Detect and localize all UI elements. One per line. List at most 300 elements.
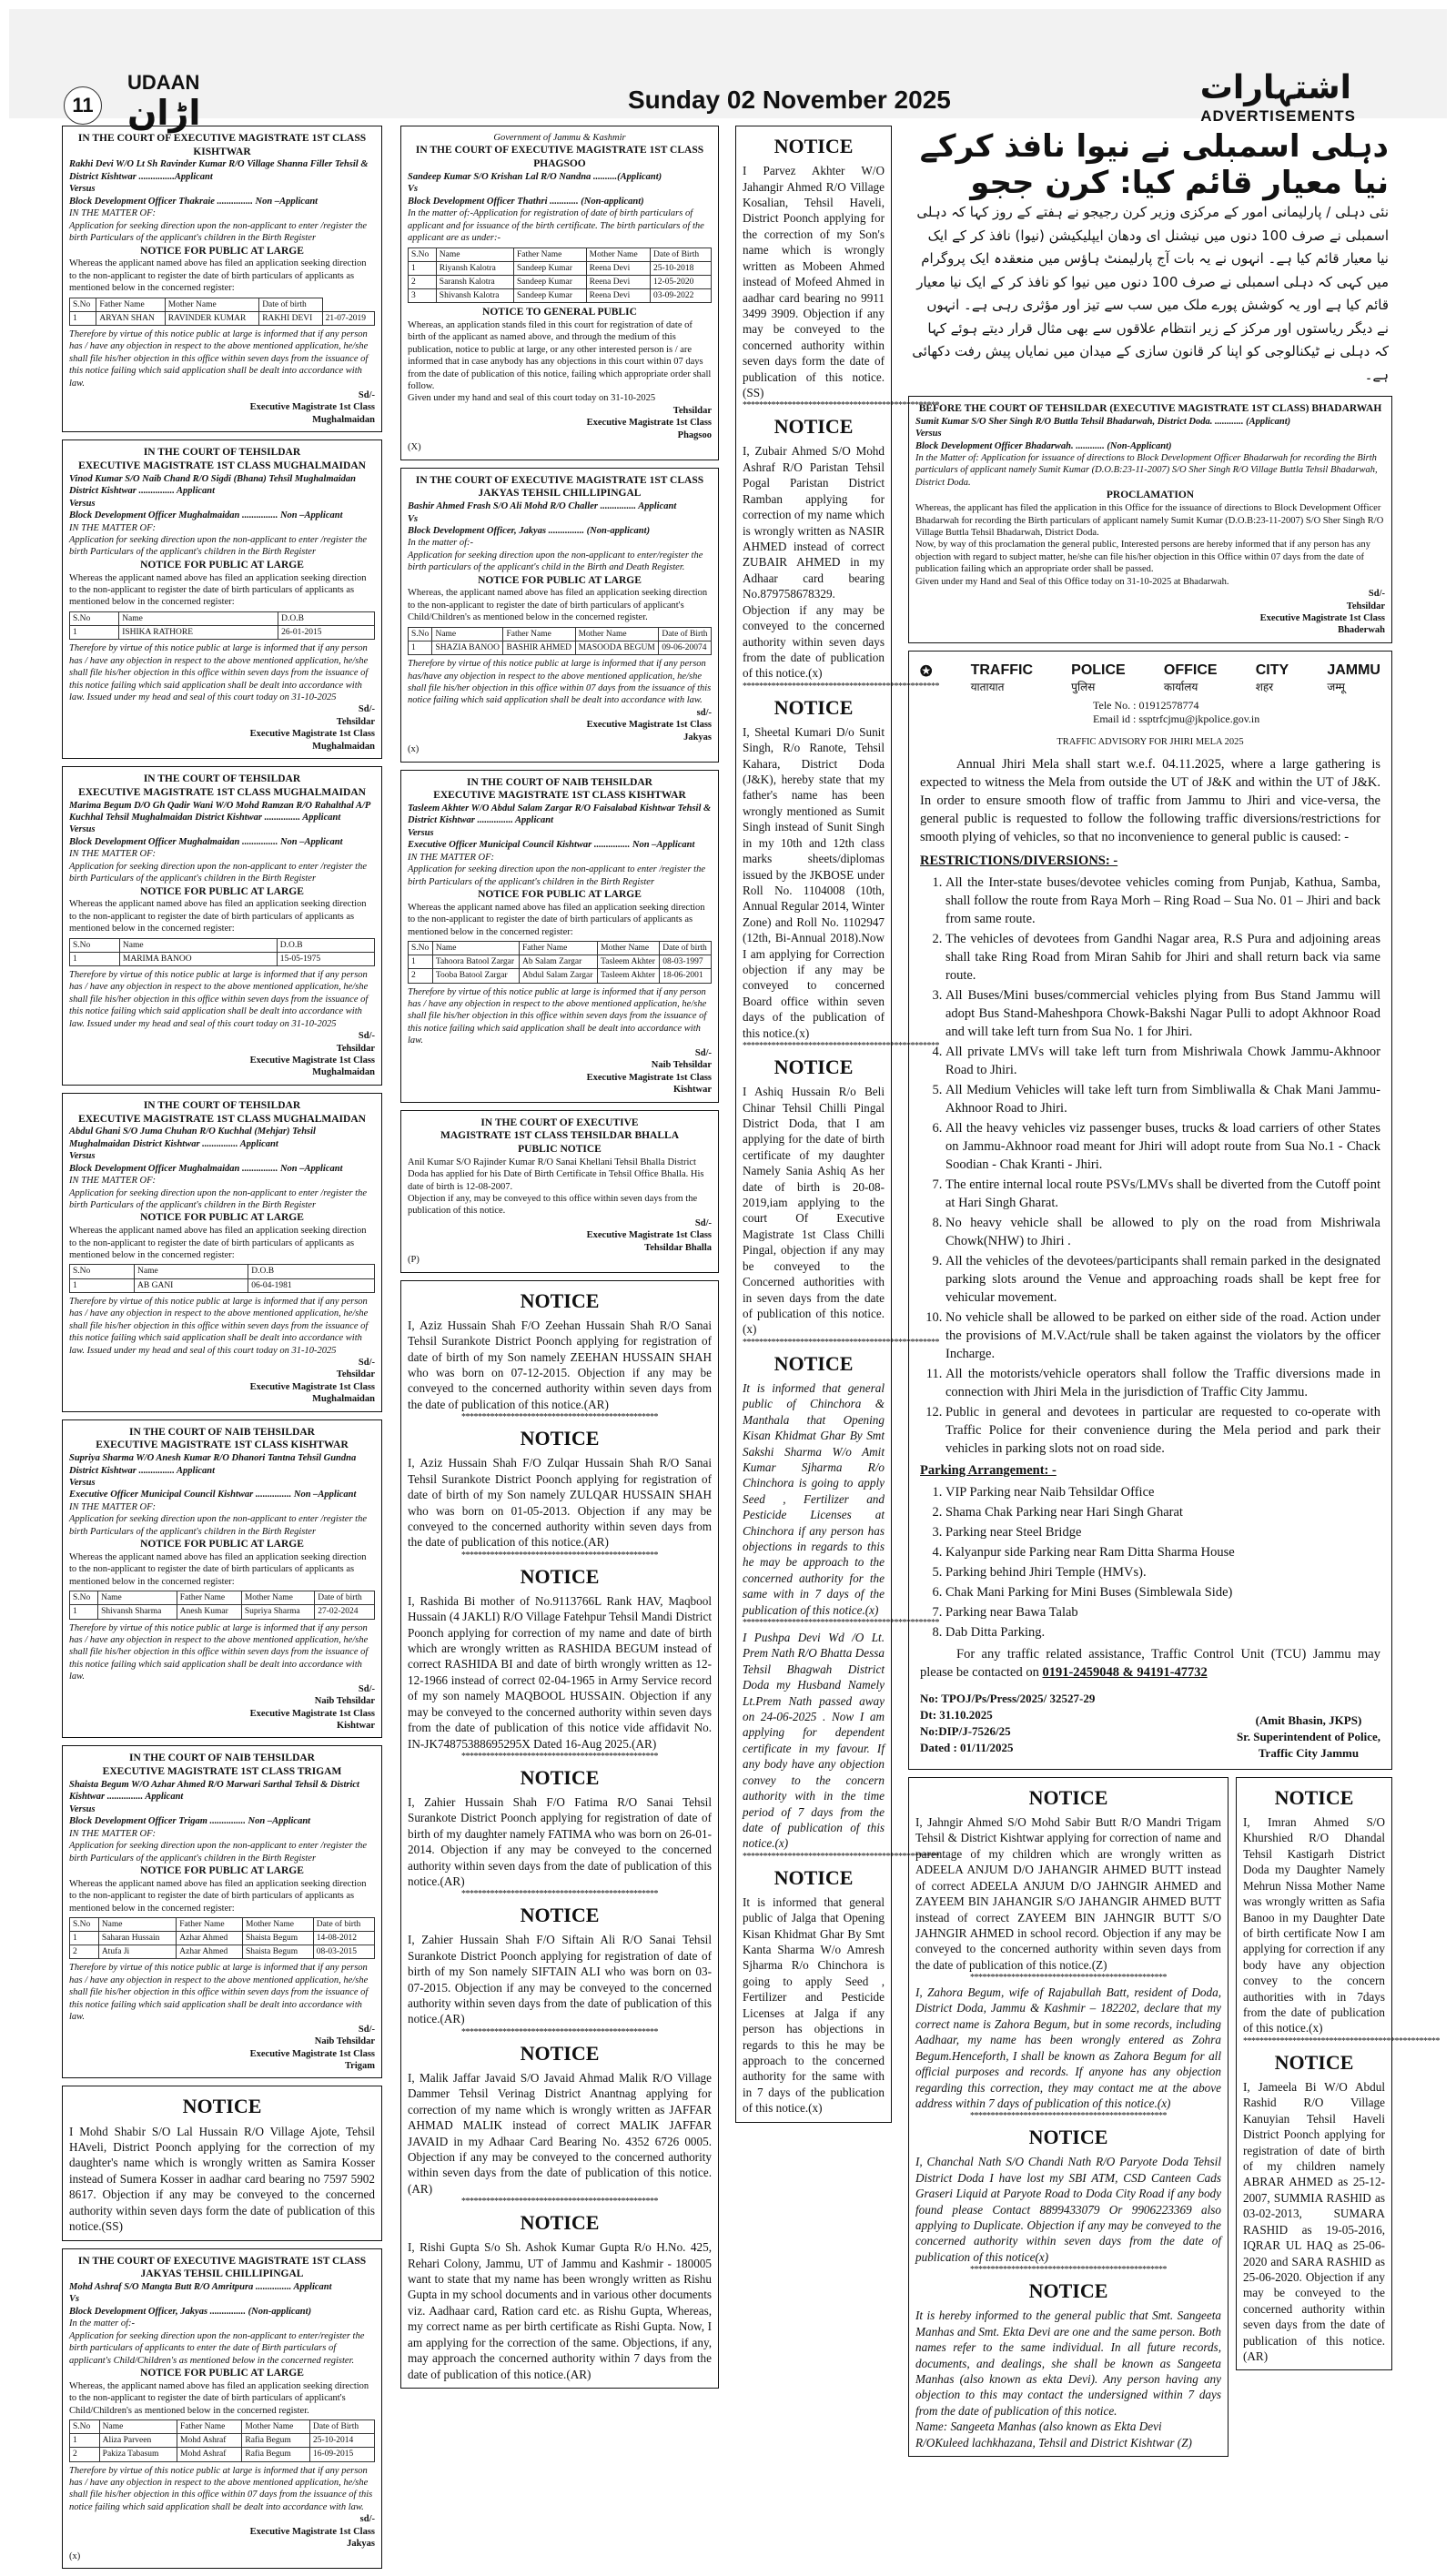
table-row (409, 261, 712, 275)
urdu-news-story (908, 126, 1392, 389)
table-cell: Reena Devi (586, 288, 650, 302)
notice-body: I, Zahora Begum, wife of Rajabullah Batt, resident of Doda, District Doda, Jammu & Kashmir – 182202, declare that my correct name is Zahora Begum, but in some records, including Aadhaar, my name has been wrongly entered as Zohra Begum.Henceforth, I shall be known as Zahora Begum for all official purposes and records. If anyone has any objection regarding this correction, they may contact me at the above address within 7 days of publication of this notice.(x) (915, 1985, 1221, 2110)
signature: Sd/- Tehsildar Executive Magistrate 1st Class Bhaderwah (1259, 589, 1385, 636)
notice-body: I, Jameela Bi W/O Abdul Rashid R/O Village Kanuyian Tehsil Haveli District Poonch applying for registration of date of birth of my children namely ABRAR AHMED as 25-12-2007, SUMMIA RASHID as 03-02-2013, SUMARA RASHID as 19-05-2016, IQRAR UL HAQ as 25-06-2020 and SARA RASHID as 25-06-2020. Objection if any may be conveyed to the concerned authority within seven days from the date of publication of this notice.(AR) (1243, 2079, 1385, 2364)
table-row (70, 952, 375, 965)
notice-title: NOTICE (1028, 2279, 1108, 2303)
table-cell: RAVINDER KUMAR (165, 311, 258, 325)
court-notice (62, 1419, 382, 1739)
issue-date: Sunday 02 November 2025 (628, 86, 951, 114)
table-header: Name (432, 627, 503, 641)
table-cell: ISHIKA RATHORE (119, 626, 278, 640)
table-header: Name (98, 1918, 176, 1932)
urdu-body: نئی دہلی / پارلیمانی امور کے مرکزی وزیر کرن رجیجو نے ہفتے کے روز کہا کہ دہلی اسمبلی نے صرف 100 دنوں میں نیشنل ای ودھان ایپلیکیشن (نیوا) نافذ کر کے ایک نیا معیار قائم کیا ہے۔ انہوں نے یہ بات آج پارلیمنٹ ہاؤس میں منعقدہ ایک پروگرام میں کہی کہ دہلی اسمبلی نے صرف 100 دنوں میں نیوا کو نافذ کر کے ایک نیا معیار قائم کیا ہے اور یہ کوشش پورے ملک میں سب سے تیز اور مؤثری رہی ہے۔ انہوں نے دیگر ریاستوں اور مرکز کے زیر انتظام علاقوں سے بھی مثال قرار دیتے ہوئے کہا کہ دہلی نے ٹیکنالوجی کو اپنا کر قانون سازی کے میدان میں نمایاں پیش رفت دکھائی ہے۔ (912, 204, 1389, 383)
table-cell: 26-01-2015 (278, 626, 375, 640)
notice-body: I, Jahngir Ahmed S/O Mohd Sabir Butt R/O Mandri Trigam Tehsil & District Kishtwar applying for correction of name and parentage of my children which are wrongly written as ADEELA ANJUM D/O JAHANGIR AHMED BUTT instead of correct ADEELA ANJUM D/O JAHNGIR AHMED and ZAYEEM BIN JAHANGIR S/O JAHANGIR AHMED BUTT instead of correct ZAYEEM BIN JAHNGIR BUTT S/O JAHNGIR AHMED in school record. Objection if any may be conveyed to the concerned authority within seven days from the date of publication of this notice.(Z) (915, 1815, 1221, 1972)
court-title: IN THE COURT OF EXECUTIVE MAGISTRATE 1ST CLASS JAKYAS TEHSIL CHILLIPINGAL (415, 474, 704, 500)
court-notice (400, 1110, 719, 1273)
table-cell: Shivansh Kalotra (436, 288, 513, 302)
notice-mark: (P) (408, 1255, 420, 1266)
column-2 (400, 126, 719, 2396)
notice-title: NOTICE (520, 2211, 600, 2235)
notice-subhead: NOTICE TO GENERAL PUBLIC (482, 307, 637, 318)
parties: Mohd Ashraf S/O Mangta Butt R/O Amritpura ............... Applicant Vs Block Development Officer, Jakyas ............... (Non-applicant) (69, 2281, 332, 2317)
table-header-row (409, 247, 712, 261)
separator: ************************************************ (970, 2111, 1167, 2122)
notice-title: NOTICE (520, 1904, 600, 1927)
table-header-row (70, 1265, 375, 1278)
parties: Shaista Begum W/O Azhar Ahmed R/O Marwari Sarthal Tehsil & District Kishtwar ............... Applicant Versus Block Development Officer Trigam ............... Non –Applicant (69, 1779, 359, 1827)
table-header: Father Name (96, 298, 165, 311)
table-cell: Saransh Kalotra (436, 275, 513, 288)
column-1 (62, 126, 382, 2576)
table-header: S.No (70, 1918, 99, 1932)
table-cell: Sandeep Kumar (514, 275, 587, 288)
notice-body: I, Sheetal Kumari D/o Sunit Singh, R/o Ranote, Tehsil Kahara, District Doda (J&K), hereby state that my father's name has been wrongly mentioned as Sumit Singh instead of Sunit Singh in my 10th and 12th class marks sheets/diplomas issued by the JKBOSE under Roll No. 1104008 (10th, Annual Regular 2014, Winter Zone) and Roll No. 1102947 (12th, Bi-Annual 2018).Now I am applying for Correction objection if any may be conveyed to concerned Board office within seven days of the publication of this notice.(x) (743, 724, 885, 1040)
table-cell: RAKHI DEVI (259, 311, 322, 325)
table-header: S.No (70, 1265, 135, 1278)
separator: ************************************************ (461, 1751, 658, 1762)
matter: In the Matter of: Application for issuance of directions to Block Development Officer Bhadarwah for recording the Birth particulars of applicant namely Sumit Kumar (D.O.B:23-11-2007) S/O Sher Singh R/O Village Buttla Tehsil Bhadarwah, District Doda. (915, 453, 1378, 488)
signature: Sd/- Tehsildar Executive Magistrate 1st Class Mughalmaidan (249, 1031, 375, 1078)
parties: Supriya Sharma W/O Anesh Kumar R/O Dhanori Tantna Tehsil Gundna District Kishtwar ............... Applicant Versus Executive Officer Municipal Council Kishtwar ............... Non –Applicant (69, 1453, 357, 1500)
notice-body: It is informed that general public of Jalga that Opening Kisan Khidmat Ghar By Smt Kanta Sharma W/o Amresh Sjharma R/o Chinchora is going to apply Seed , Fertilizer and Pesticide Licenses at Jalga if any person has objections in regards to this he may be approach to the concerned authority for the same with in 7 days of the publication of this notice.(x) (743, 1894, 885, 2116)
table-header: S.No (70, 298, 96, 311)
table-header-row (70, 938, 375, 952)
table-cell: 2 (409, 969, 433, 983)
separator: ************************************************ (461, 1550, 658, 1561)
notice-body: I, Zahier Hussain Shah F/O Siftain Ali R/O Sanai Tehsil Surankote District Poonch applying for registration of date of birth of my Son namely SIFTAIN ALI who was born on 03-07-2015. Objection if any may be conveyed to the concerned authority within seven days from the date of publication of this notice.(AR) (408, 1933, 712, 2026)
court-notice (62, 2248, 382, 2570)
table-cell: 2 (70, 1945, 99, 1959)
parties: Abdul Ghani S/O Juma Chuhan R/O Kuchhal (Mehjar) Tehsil Mughalmaidan District Kishtwar ............... Applicant Versus Block Development Officer Mughalmaidan ............... Non –Applicant (69, 1126, 343, 1174)
notice-text: Whereas, the applicant has filed the application in this Office for the issuance of directions to Block Development Officer Bhadarwah for recording the Birth particulars of applicant namely Sumit Kumar (D.O.B:23-11-2007) S/O Sher Singh R/O Village Buttla Tehsil Bhadarwah, District Doda. Now, by way of this proclamation the general public, Interested persons are hereby informed that if any person has any objection with regard to subject matter, he/she can file his/her objection in this Office within 07 days from the date of publication failing which an appropriate order shall be passed. Given under my Hand and Seal of this Office today on 31-10-2025 at Bhadarwah. (915, 503, 1384, 587)
contact-line: For any traffic related assistance, Traffic Control Unit (TCU) Jammu may please be contacted on 0191-2459048 & 94191-47732 (920, 1647, 1380, 1681)
advisory-footer: No: TPOJ/Ps/Press/2025/ 32527-29 Dt: 31.10.2025 No:DIP/J-7526/25 Dated : 01/11/2025 (Amit Bhasin, JKPS) Sr. Superintendent of Police, Traffic City Jammu (920, 1692, 1380, 1760)
table-header: Name (119, 611, 278, 625)
notice-body: I, Aziz Hussain Shah F/O Zeehan Hussain Shah R/O Sanai Tehsil Surankote District Poonch applying for registration of date of birth of my Son namely ZEEHAN HUSSAIN SHAH who was born on 07-12-2015. Objection if any may be conveyed to the concerned authority within seven days from the date of publication of this notice.(AR) (408, 1318, 712, 1411)
table-cell: Riyansh Kalotra (436, 261, 513, 275)
birth-particulars-table (69, 938, 375, 966)
table-cell: Reena Devi (586, 275, 650, 288)
table-cell: 25-10-2014 (309, 2434, 374, 2448)
notice-body: I, Imran Ahmed S/O Khurshied R/O Dhandal Tehsil Kastigarh District Doda my Daughter Namely Mehrun Nissa Mother Name was wrongly written as Safia Banoo in my Daughter Date of birth certificate Now I am applying for correction if any body have any objection convey to the concern authorities with in 7days from the date of publication of this notice.(x) (1243, 1815, 1385, 2036)
table-header: S.No (70, 611, 119, 625)
email-id: Email id : ssptrfcjmu@jkpolice.gov.in (1093, 712, 1260, 726)
table-cell: 09-06-20074 (659, 641, 712, 654)
notice-subhead: NOTICE FOR PUBLIC AT LARGE (140, 559, 304, 571)
court-notice (400, 770, 719, 1103)
separator: ************************************************ (461, 2197, 658, 2207)
table-header: Name (135, 1265, 248, 1278)
table-cell: 1 (70, 1605, 98, 1619)
notice-mark: (x) (69, 2551, 81, 2561)
table-cell: Shaista Begum (242, 1932, 313, 1945)
court-title: IN THE COURT OF EXECUTIVE MAGISTRATE 1ST CLASS PHAGSOO (415, 145, 704, 170)
table-header: Mother Name (242, 2420, 310, 2434)
separator: ************************************************ (743, 1618, 939, 1629)
restriction-item: 5. All Medium Vehicles will take left turn from Simbliwalla & Chak Mani Jammu-Akhnoor Road to Jhiri. (945, 1081, 1380, 1117)
separator: ************************************************ (1243, 2036, 1440, 2046)
table-cell: Mohd Ashraf (177, 2434, 242, 2448)
notice-body: I Parvez Akhter W/O Jahangir Ahmed R/O Village Kosalian, Tehsil Haveli, District Poonch applying for the correction of my Son's name which is wrongly written as Mobeen Ahmed instead of Mofeed Ahmed in aadhar card bearing no 9911 3499 3909. Objection if any may be conveyed to the concerned authority within seven days form the date of publication of this notice.(SS) (743, 164, 885, 400)
signature: sd/- Executive Magistrate 1st Class Jakyas (586, 707, 712, 742)
table-cell: 1 (70, 1278, 135, 1292)
notice-body: I, Malik Jaffar Javaid S/O Javaid Ahmad Malik R/O Village Dammer Tehsil Verinag District Anantnag applying for correction of my name which is wrongly written as JAFFAR AHMAD MALIK instead of correct MALIK JAFFAR JAVAID in my Adhaar Card Bearing No. 4352 6726 0005. Objection if any may be conveyed to the concerned authority within seven days from the date of publication of this notice.(AR) (408, 2070, 712, 2196)
notice-mark: (x) (408, 744, 420, 755)
notice-subhead: NOTICE FOR PUBLIC AT LARGE (140, 1212, 304, 1224)
table-cell: MASOODA BEGUM (575, 641, 659, 654)
table-cell: MARIMA BANOO (119, 952, 277, 965)
table-cell: Shaista Begum (242, 1945, 313, 1959)
court-title: IN THE COURT OF NAIB TEHSILDAR EXECUTIVE MAGISTRATE 1ST CLASS KISHTWAR (96, 1426, 349, 1451)
court-notice (62, 439, 382, 759)
signature: Sd/- Naib Tehsildar Executive Magistrate 1st Class Kishtwar (249, 1683, 375, 1732)
notice-title: NOTICE (774, 1865, 854, 1889)
notice-text: Whereas, the applicant named above has filed an application seeking direction to the non-applicant to register the date of birth particulars of applicant's Child/Children's as mentioned below in the concerned register. (69, 2380, 369, 2416)
table-cell: 18-06-2001 (660, 969, 712, 983)
restriction-item: 12. Public in general and devotees in particular are requested to co-operate with Traffic Police for their convenience during the Mela period and park their vehicles in parking slots not on road side. (945, 1403, 1380, 1458)
court-notice (62, 766, 382, 1086)
table-header: Date of birth (259, 298, 322, 311)
table-cell: 1 (70, 626, 119, 640)
table-cell: 16-09-2015 (309, 2448, 374, 2461)
table-cell: AB GANI (135, 1278, 248, 1292)
page-header (9, 9, 1447, 133)
parties: Bashir Ahmed Frash S/O Ali Mohd R/O Challer ............... Applicant Vs Block Development Officer, Jakyas ............... (Non-applicant) (408, 501, 677, 536)
parking-item: 8. Dab Ditta Parking. (945, 1623, 1380, 1642)
notice-title: NOTICE (774, 1351, 854, 1375)
notice-text: Whereas the applicant named above has filed an application seeking direction to the non-applicant to register the date of birth particulars of applicants as mentioned below in the concerned register: (69, 1878, 367, 1914)
table-cell: Aliza Parveen (99, 2434, 177, 2448)
notice-footer: Therefore by virtue of this notice public at large is informed that if any person has/have any objection in respect to the above mentioned application, he/she shall file his/her objection in this office within 07 days from the issuance of this notice failing which said application shall be dealt into accordance with law. (408, 659, 712, 706)
table-header: Date of birth (660, 942, 712, 955)
table-header: Date of Birth (659, 627, 712, 641)
notice-footer: Therefore by virtue of this notice public at large is informed that if any person has / have any objection in respect to the above mentioned application, he/she shall file his/her objection in this office within seven days from the issuance of this notice failing which said application shall be dealt into accordance with law. Issued under my head and seal of this court today on 31-10-2025 (69, 969, 369, 1029)
section-title-urdu: اشتہارات (1199, 69, 1351, 106)
court-notice (62, 1093, 382, 1412)
table-cell: Tasleem Akhter (598, 955, 660, 969)
table-header: Mother Name (598, 942, 660, 955)
table-cell: Rafia Begum (242, 2434, 310, 2448)
table-header: Date of birth (315, 1591, 375, 1605)
notice-footer: Therefore by virtue of this notice public at large is informed that if any person has / have any objection in respect to the above mentioned application, he/she shall file his/her objection in this office within seven days from the issuance of this notice failing which said application shall be dealt into accordance with law. (69, 1963, 369, 2023)
notice-stack (735, 126, 939, 2123)
notice-body: I, Chanchal Nath S/O Chandi Nath R/O Paryote Doda Tehsil District Doda I have lost my SBI ATM, CSD Canteen Cads Graseri Liquid at Paryote Road to Doda City Road if any body found please Contact 8899433079 Or 9906223369 also applying to Duplicate. Objection if any may be conveyed to the concerned authority within seven days from the date of publication of this notice(x) (915, 2155, 1221, 2264)
table-header: Name (436, 247, 513, 261)
restriction-item: 4. All private LMVs will take left turn from Mishriwala Chowk Jammu-Akhnoor Road to Jhiri. (945, 1043, 1380, 1079)
table-cell: 1 (409, 641, 432, 654)
separator: ************************************************ (743, 681, 939, 692)
traffic-advisory (908, 651, 1392, 1770)
column-4a (908, 1777, 1228, 2464)
table-cell: 03-09-2022 (651, 288, 712, 302)
table-header: Mother Name (165, 298, 258, 311)
table-header: S.No (409, 627, 432, 641)
table-header: Date of Birth (651, 247, 712, 261)
table-cell: Azhar Ahmed (177, 1932, 243, 1945)
court-title: IN THE COURT OF EXECUTIVE MAGISTRATE 1ST CLASS JAKYAS TEHSIL CHILLIPINGAL (77, 2255, 367, 2280)
notice-subhead: NOTICE FOR PUBLIC AT LARGE (140, 1864, 304, 1876)
separator: ************************************************ (743, 1337, 939, 1348)
table-row (70, 1932, 375, 1945)
parties: Tasleem Akhter W/O Abdul Salam Zargar R/O Faisalabad Kishtwar Tehsil & District Kishtwar ............... Applicant Versus Executive Officer Municipal Council Kishtwar ............... Non –Applicant (408, 803, 712, 851)
table-row (409, 288, 712, 302)
restrictions-list (920, 874, 1380, 1458)
signature: Sd/- Tehsildar Executive Magistrate 1st Class Mughalmaidan (249, 1357, 375, 1405)
table-cell: Mohd Ashraf (177, 2448, 242, 2461)
table-cell: ARYAN SHAN (96, 311, 165, 325)
notice-text: Whereas the applicant named above has filed an application seeking direction to the non-applicant to register the date of birth particulars of applicants as mentioned below in the concerned register: (69, 899, 367, 934)
court-title: IN THE COURT OF TEHSILDAR EXECUTIVE MAGISTRATE 1ST CLASS MUGHALMAIDAN (78, 1099, 366, 1125)
notice-text: Whereas the applicant named above has filed an application seeking direction to the non-applicant to register the date of birth particulars of applicants as mentioned below in the concerned register: (69, 1551, 367, 1587)
table-cell: 06-04-1981 (248, 1278, 375, 1292)
table-cell: Rafia Begum (242, 2448, 310, 2461)
table-row (70, 2448, 375, 2461)
notice-footer: Therefore by virtue of this notice public at large is informed that if any person has / have any objection in respect to the above mentioned application, he/she shall file his/her objection in this office within seven days from the issuance of this notice failing which said application shall be dealt into accordance with law. Issued under my head and seal of this court today on 31-10-2025 (69, 643, 369, 702)
notice-text: Whereas the applicant named above has filed an application seeking direction to the non-applicant to register the date of birth particulars of applicants as mentioned below in the concerned register: (408, 902, 705, 937)
table-header: S.No (70, 2420, 100, 2434)
table-cell: Abdul Salam Zargar (519, 969, 597, 983)
notice-footer: Therefore by virtue of this notice public at large is informed that if any person has / have any objection in respect to the above mentioned application, he/she shall file his/her objection in this office within seven days from the issuance of this notice failing which said application shall be dealt into accordance with law. Issued under my head and seal of this court today on 31-10-2025 (69, 1296, 369, 1356)
parking-heading: Parking Arrangement: - (920, 1463, 1057, 1479)
table-header-row (409, 942, 712, 955)
table-header: Name (432, 942, 519, 955)
table-cell: 3 (409, 288, 437, 302)
table-row (409, 955, 712, 969)
notice-text: Whereas, the applicant named above has filed an application seeking direction to the non-applicant to register the date of birth particulars of applicant's Child/Children's as mentioned below in the concerned register. (408, 588, 708, 623)
table-cell: Anesh Kumar (177, 1605, 241, 1619)
table-header: D.O.B (278, 611, 375, 625)
separator: ************************************************ (743, 1851, 939, 1862)
table-row (70, 626, 375, 640)
table-cell: Sandeep Kumar (514, 288, 587, 302)
matter: IN THE MATTER OF: Application for seeking direction upon the non-applicant to enter /register the birth Particulars of the applicant's children in the Birth Register (408, 852, 705, 887)
notice-text: Whereas the applicant named above has filed an application seeking direction to the non-applicant to register the date of birth particulars of applicants as mentioned below in the concerned register: (69, 1226, 367, 1260)
traffic-office-header: ✪ TRAFFIC यातायात POLICE पुलिस OFFICE कार्यालय CITY शहर JAMMU जम्मू (920, 662, 1380, 693)
matter: IN THE MATTER OF: Application for seeking direction upon the non-applicant to enter /register the birth Particulars of the applicant's children in the Birth Register (69, 208, 367, 244)
table-header: Name (98, 1591, 177, 1605)
government-line: Government of Jammu & Kashmir (493, 133, 626, 143)
notice-title: NOTICE (774, 1055, 854, 1078)
table-header-row (70, 611, 375, 625)
matter: IN THE MATTER OF: Application for seeking direction upon the non-applicant to enter /register the birth Particulars of the applicant's children in the Birth Register (69, 1501, 367, 1537)
column-4b (1236, 1777, 1440, 2464)
notice-text: Whereas the applicant named above has filed an application seeking direction to the non-applicant to register the date of birth particulars of applicants as mentioned below in the concerned register: (69, 258, 367, 294)
notice-body: I, Aziz Hussain Shah F/O Zulqar Hussain Shah R/O Sanai Tehsil Surankote District Poonch applying for registration of date of birth of my Son namely ZULQAR HUSSAIN SHAH who was born on 01-05-2013. Objection if any may be conveyed to the concerned authority within seven days from the date of publication of this notice.(AR) (408, 1456, 712, 1550)
matter: In the matter of:- Application for seeking direction upon the non-applicant to enter/register the birth particulars of applicants to enter the date of Birth particulars of applicant's Child/Children's as mentioned below in the concerned register. (69, 2318, 365, 2366)
signature: Sd/- Tehsildar Executive Magistrate 1st Class Mughalmaidan (249, 704, 375, 752)
notice-stack (1236, 1777, 1440, 2371)
table-header-row (70, 1918, 375, 1932)
birth-particulars-table (69, 611, 375, 640)
court-title: IN THE COURT OF EXECUTIVE MAGISTRATE 1ST CLASS TEHSILDAR BHALLA (440, 1116, 680, 1142)
table-header: Father Name (519, 942, 597, 955)
court-title: BEFORE THE COURT OF TEHSILDAR (EXECUTIVE MAGISTRATE 1ST CLASS) BHADARWAH (918, 403, 1382, 414)
notice-subhead: PUBLIC NOTICE (518, 1143, 602, 1155)
birth-particulars-table (408, 247, 712, 304)
table-cell: 27-02-2024 (315, 1605, 375, 1619)
parking-item: 3. Parking near Steel Bridge (945, 1523, 1380, 1541)
table-row (70, 311, 375, 325)
section-title-english: ADVERTISEMENTS (1200, 107, 1356, 125)
signature: sd/- Executive Magistrate 1st Class Jakyas (249, 2514, 375, 2550)
notice-title: NOTICE (774, 695, 854, 719)
matter: IN THE MATTER OF: Application for seeking direction upon the non-applicant to enter /register the birth Particulars of the applicant's children in the Birth Register (69, 849, 367, 884)
table-row (70, 2434, 375, 2448)
notice-title: NOTICE (1274, 2050, 1354, 2074)
logo-english: UDAAN (127, 71, 200, 94)
separator: ************************************************ (743, 400, 939, 411)
table-header-row (70, 298, 375, 311)
separator: ************************************************ (970, 2265, 1167, 2276)
notice-body: I Pushpa Devi Wd /O Lt. Prem Nath R/O Bhatta Dessa Tehsil Bhagwah District Doda my Husband Namely Lt.Prem Nath passed away on 24-06-2025 . Now I am applying for dependent certificate in my favour. If any body have any objection convey to the concern authority with in the time period of 7 days from the date of publication of this notice.(x) (743, 1630, 885, 1851)
parties: Rakhi Devi W/O Lt Sh Ravinder Kumar R/O Village Shanna Filler Tehsil & District Kishtwar ...............Applicant Versus Block Development Officer Thakraie ............... Non –Applicant (69, 159, 369, 207)
notice-footer: Therefore by virtue of this notice public at large is informed that if any person has / have any objection in respect to the above mentioned application, he/she shall file his/her objection in this office within 07 days from the issuance of this notice failing which said application shall be dealt into accordance with law. (69, 2465, 373, 2512)
parties: Sandeep Kumar S/O Krishan Lal R/O Nandna ..........(Applicant) Vs Block Development Officer Thathri ............ (Non-applicant) (408, 171, 662, 207)
separator: ************************************************ (461, 1412, 658, 1423)
table-cell: Sandeep Kumar (514, 261, 587, 275)
table-cell: 25-10-2018 (651, 261, 712, 275)
court-title: IN THE COURT OF TEHSILDAR EXECUTIVE MAGISTRATE 1ST CLASS MUGHALMAIDAN (78, 773, 366, 798)
table-header: Mother Name (586, 247, 650, 261)
notice-mark: (X) (408, 442, 421, 453)
notice-subhead: NOTICE FOR PUBLIC AT LARGE (140, 2368, 304, 2379)
signature: Tehsildar Executive Magistrate 1st Class Phagsoo (586, 405, 712, 440)
restriction-item: 1. All the Inter-state buses/devotee vehicles coming from Punjab, Kathua, Samba, shall follow the route from Raya Morh – Ring Road – Sua No. 01 – Jhiri and back from same route. (945, 874, 1380, 928)
table-header-row (70, 2420, 375, 2434)
restriction-item: 7. The entire internal local route PSVs/LMVs shall be diverted from the Cutoff point at Hari Singh Gharat. (945, 1176, 1380, 1212)
column-3 (735, 126, 939, 2130)
parties: Marima Begum D/O Gh Qadir Wani W/O Mohd Ramzan R/O Rahalthal A/P Kuchhal Tehsil Mughalmaidan District Kishtwar ............... Applicant Versus Block Development Officer Mughalmaidan ............... Non –Applicant (69, 800, 370, 847)
urdu-headline: دہلی اسمبلی نے نیوا نافذ کرکے نیا معیار قائم کیا: کرن ججو (919, 128, 1389, 201)
notice-title: NOTICE (520, 2041, 600, 2065)
table-header: Father Name (177, 2420, 242, 2434)
table-header: S.No (70, 1591, 98, 1605)
notice-body: It is informed that general public of Chinchora & Manthala that Opening Kisan Khidmat Ghar By Smt Sakshi Sharma W/o Amit Kumar Sjharma R/o Chinchora is going to apply Seed , Fertilizer and Pesticide Licenses at Chinchora if any person has objections in regards to this he may be approach to the concerned authority for the same with in 7 days of the publication of this notice.(x) (743, 1380, 885, 1617)
table-cell: Supriya Sharma (241, 1605, 314, 1619)
notice-body: I Ashiq Hussain R/o Beli Chinar Tehsil Chilli Pingal District Doda, that I am applying for the date of birth certificate of my daughter Namely Sania Ashiq As her date of birth is 20-08-2019,iam applying to the court Of Executive Magistrate 1st Class Chilli Pingal, objection if any may be conveyed to the Concerned authorities with in seven days from the date of publication of this notice.(x) (743, 1085, 885, 1337)
table-header: S.No (409, 247, 437, 261)
advisory-body: Annual Jhiri Mela shall start w.e.f. 04.11.2025, where a large gathering is expected to witness the Mela from outside the UT of J&K and within the UT of J&K. In order to ensure smooth flow of traffic from Jammu to Jhiri and vice-versa, the general public is requested to follow the following traffic diversions/restrictions for smooth plying of vehicles, so that no inconvenience to general public is caused: - RESTRICTIONS/DIVERSIONS: - 1. All the Inter-state buses/devotee vehicles coming from Punjab, Kathua, Samba, shall follow the route from Raya Morh – Ring Road – Sua No. 01 – Jhiri and back from same route. 2. The vehicles of devotees from Gandhi Nagar area, R.S Pura and adjoining areas shall take Ring Road from Miran Sahib for Jhiri and shall return back via same route. 3. All Buses/Mini buses/commercial vehicles plying from Bus Stand Jammu will adopt Bus Stand-Maheshpora Chowk-Bakshi Nagar Pulli to adopt Akhnoor Road and will take left turn from Sua No. 1 for Jhiri. 4. All private LMVs will take left turn from Mishriwala Chowk Jammu-Akhnoor Road to Jhiri. 5. All Medium Vehicles will take left turn from Simbliwalla & Chak Mani Jammu-Akhnoor Road to Jhiri. 6. All the heavy vehicles viz passenger buses, trucks & load carriers of other States on Jammu-Akhnoor road meant for Jhiri will adopt route from Sua No.1 - Chack Soodian - Chak Kranti - Jhiri. 7. The entire internal local route PSVs/LMVs shall be diverted from the Cutoff point at Hari Singh Gharat. 8. No heavy vehicle shall be allowed to ply on the road from Mishriwala Chowk(NHW) to Jhiri . 9. All the vehicles of the devotees/participants shall remain parked in the designated parking slots around the Venue and approaching roads shall be kept free for vehicular movement. 10. No vehicle shall be allowed to be parked on either side of the road. Action under the provisions of M.V.Act/rule shall be taken against the violators by the officer Incharge. 11. All the motorists/vehicle operators shall follow the Traffic diversions made in connection with Jhiri Mela in the jurisdiction of Traffic City Jammu. 12. Public in general and devotees in particular are requested to co-operate with Traffic Police for their convenience during the Mela period and park their vehicles in parking slots not on road side. Parking Arrangement: - 1. VIP Parking near Naib Tehsildar Office 2. Shama Chak Parking near Hari Singh Gharat 3. Parking near Steel Bridge 4. Kalyanpur side Parking near Ram Ditta Sharma House 5. Parking behind Jhiri Temple (HMVs). 6. Chak Mani Parking for Mini Buses (Simblewala Side) 7. Parking near Bawa Talab 8. Dab Ditta Parking. For any traffic related assistance, Traffic Control Unit (TCU) Jammu may please be contacted on 0191-2459048 & 94191-47732 No: TPOJ/Ps/Press/2025/ 32527-29 Dt: 31.10.2025 No:DIP/J-7526/25 Dated : 01/11/2025 (Amit Bhasin, JKPS) Sr. Superintendent of Police, Traffic City Jammu (920, 755, 1380, 1762)
parking-item: 2. Shama Chak Parking near Hari Singh Gharat (945, 1503, 1380, 1521)
table-row (409, 275, 712, 288)
table-row (70, 1278, 375, 1292)
table-header: Mother Name (575, 627, 659, 641)
birth-particulars-table (408, 627, 712, 655)
column-4 (908, 126, 1440, 2464)
birth-particulars-table (69, 1917, 375, 1959)
court-notice (62, 126, 382, 432)
notice-footer: Therefore by virtue of this notice public at large is informed that if any person has / have any objection in respect to the above mentioned application, he/she shall file his/her objection in this office within seven days from the issuance of this notice failing which said application shall be dealt into accordance with law. (408, 986, 707, 1046)
birth-particulars-table (69, 1264, 375, 1292)
restriction-item: 10. No vehicle shall be allowed to be parked on either side of the road. Action under the provisions of M.V.Act/rule shall be taken against the violators by the officer Incharge. (945, 1308, 1380, 1363)
badge-icon: ✪ (920, 663, 933, 680)
table-header: Father Name (503, 627, 575, 641)
parking-item: 5. Parking behind Jhiri Temple (HMVs). (945, 1563, 1380, 1581)
signature: Sd/- Naib Tehsildar Executive Magistrate 1st Class Kishtwar (586, 1047, 712, 1096)
restriction-item: 3. All Buses/Mini buses/commercial vehicles plying from Bus Stand Jammu will adopt Bus Stand-Maheshpora Chowk-Bakshi Nagar Pulli to adopt Akhnoor Road and will take left turn from Sua No. 1 for Jhiri. (945, 986, 1380, 1041)
notice-body: I, Rishi Gupta S/o Sh. Ashok Kumar Gupta R/o H.No. 425, Rehari Colony, Jammu, UT of Jammu and Kashmir - 180005 want to state that my name has been wrongly written as Rishu Gupta in my school documents and in various other documents viz. Aadhaar card, Ration card etc. as Rishu Gupta, Whereas, my correct name as per birth certificate as Rishi Gupta. Now, I am applying for the correction of the same. Objections, if any, may approach the concerned authority within 7 days from the date of publication of this notice.(AR) (408, 2240, 712, 2381)
notice-body: It is hereby informed to the general public that Smt. Sangeeta Manhas and Smt. Ekta Devi are one and the same person. Both names refer to the same individual. In all future records, documents, and dealings, she shall be known as Sangeeta Manhas (also known as ekta Devi). Any person having any objection to this may contact the undersigned within 7 days from the date of publication of this notice. Name: Sangeeta Manhas (also known as Ekta Devi R/OKuleed lachkhazana, Tehsil and District Kishtwar (Z) (915, 2308, 1221, 2450)
notice-footer: Therefore by virtue of this notice public at large is informed that if any person has / have any objection in respect to the above mentioned application, he/she shall file his/her objection in this office within seven days from the issuance of this notice failing which said application shall be dealt into accordance with law. (69, 328, 369, 389)
tel-number: Tele No. : 01912578774 (1093, 698, 1199, 712)
table-row (70, 1945, 375, 1959)
signature: Sd/- Executive Magistrate 1st Class Tehsildar Bhalla (586, 1217, 712, 1253)
birth-particulars-table (408, 941, 712, 983)
court-title: IN THE COURT OF TEHSILDAR EXECUTIVE MAGISTRATE 1ST CLASS MUGHALMAIDAN (78, 447, 366, 472)
matter: IN THE MATTER OF: Application for seeking direction upon the non-applicant to enter /register the birth Particulars of the applicant's children in the Birth Register (69, 1828, 367, 1864)
notice-body: I, Zahier Hussain Shah F/O Fatima R/O Sanai Tehsil Surankote District Poonch applying for registration of date of birth of my daughter namely FATIMA who was born on 26-01-2014. Objection if any may be conveyed to the concerned authority within seven days from the date of publication of this notice.(AR) (408, 1794, 712, 1888)
notice-subhead: NOTICE FOR PUBLIC AT LARGE (140, 245, 304, 257)
table-header: Father Name (514, 247, 587, 261)
notice-title: NOTICE (774, 415, 854, 439)
birth-particulars-table (69, 298, 375, 326)
matter: In the matter of:-Application for registration of date of birth particulars of applicant and for issuance of the birth certificate. The birth particulars of the applicant are as under:- (408, 208, 704, 244)
page-number: 11 (64, 86, 102, 125)
notice-body: I, Rashida Bi mother of No.9113766L Rank HAV, Maqbool Hussain (4 JAKLI) R/O Village Fatehpur Tehsil Mandi District Poonch applying for correction of my name and date of birth which are wrongly written as RASHIDA BEGUM instead of correct RASHIDA BI and date of birth wrongly written as 12-12-1966 instead of correct 02-04-1965 in Army Service record of my son namely MAQBOOL HUSSAIN. Objection if any may be conveyed to the concerned authority within seven days from the date of publication of this notice vide affidavit No. IN-JK74875388695295X Dated 16-Aug 2025.(AR) (408, 1593, 712, 1751)
notice-title: NOTICE (774, 135, 854, 157)
notice-title: NOTICE (1028, 2126, 1108, 2149)
restriction-item: 11. All the motorists/vehicle operators shall follow the Traffic diversions made in connection with Jhiri Mela in the jurisdiction of Traffic City Jammu. (945, 1365, 1380, 1401)
table-cell: 1 (409, 955, 433, 969)
table-header: Name (99, 2420, 177, 2434)
restriction-item: 9. All the vehicles of the devotees/participants shall remain parked in the designated parking slots around the Venue and approaching roads shall be kept free for vehicular movement. (945, 1252, 1380, 1307)
table-cell: BASHIR AHMED (503, 641, 575, 654)
restriction-item: 2. The vehicles of devotees from Gandhi Nagar area, R.S Pura and adjoining areas shall take Ring Road from Miran Sahib for Jhiri and shall return back via same route. (945, 930, 1380, 985)
table-cell: 1 (409, 261, 437, 275)
table-cell: Tooba Batool Zargar (432, 969, 519, 983)
table-row (409, 641, 712, 654)
table-cell: 1 (70, 311, 96, 325)
table-header: Name (119, 938, 277, 952)
table-cell: Atufa Ji (98, 1945, 176, 1959)
notice-title: NOTICE (182, 2095, 262, 2118)
table-header: Date of birth (313, 1918, 374, 1932)
table-header: Date of Birth (309, 2420, 374, 2434)
table-cell: 1 (70, 2434, 100, 2448)
table-row (409, 969, 712, 983)
logo-urdu: اڑان (127, 93, 201, 133)
matter: In the matter of:- Application for seeking direction upon the non-applicant to enter/register the birth particulars of the applicant's child in the Birth and Death Register. (408, 538, 703, 573)
advisory-title: TRAFFIC ADVISORY FOR JHIRI MELA 2025 (1057, 736, 1244, 747)
court-notice (62, 1745, 382, 2078)
separator: ************************************************ (970, 1973, 1167, 1984)
notice-text: Anil Kumar S/O Rajinder Kumar R/O Sanai Khellani Tehsil Bhalla District Doda has applied for his Date of Birth Certificate in Tehsil Office Bhalla. His date of birth is 12-08-2007. Objection if any, may be conveyed to this office within seven days from the publication of this notice. (408, 1157, 704, 1217)
table-cell: 2 (70, 2448, 100, 2461)
table-cell: Saharan Hussain (98, 1932, 176, 1945)
table-cell: Tasleem Akhter (598, 969, 660, 983)
matter: IN THE MATTER OF: Application for seeking direction upon the non-applicant to enter /register the birth Particulars of the applicant's children in the Birth Register (69, 522, 367, 558)
table-cell: 1 (70, 952, 120, 965)
table-header: S.No (409, 942, 433, 955)
court-notice (400, 126, 719, 460)
notice-subhead: NOTICE FOR PUBLIC AT LARGE (478, 889, 642, 901)
birth-particulars-table (69, 2419, 375, 2461)
notice-title: NOTICE (1274, 1785, 1354, 1809)
restriction-item: 6. All the heavy vehicles viz passenger buses, trucks & load carriers of other States on Jammu-Akhnoor road meant for Jhiri will adopt route from Sua No.1 - Chack Soodian - Chak Kranti - Jhiri. (945, 1119, 1380, 1174)
table-cell: 21-07-2019 (322, 311, 374, 325)
parking-item: 6. Chak Mani Parking for Mini Buses (Simblewala Side) (945, 1583, 1380, 1601)
signature: Sd/- Executive Magistrate 1st Class Mughalmaidan (249, 390, 375, 425)
parties: Sumit Kumar S/O Sher Singh R/O Buttla Tehsil Bhadarwah, District Doda. ............ (Applicant) Versus Block Development Officer Bhadarwah. ............ (Non-Applicant) (915, 416, 1291, 451)
court-notice (908, 396, 1392, 643)
parking-item: 1. VIP Parking near Naib Tehsildar Office (945, 1483, 1380, 1501)
table-cell: Reena Devi (586, 261, 650, 275)
notice-subhead: NOTICE FOR PUBLIC AT LARGE (140, 885, 304, 897)
parties: Vinod Kumar S/O Naib Chand R/O Sigdi (Bhana) Tehsil Mughalmaidan District Kishtwar ............... Applicant Versus Block Development Officer Mughalmaidan ............... Non –Applicant (69, 473, 357, 521)
parking-list (920, 1483, 1380, 1642)
